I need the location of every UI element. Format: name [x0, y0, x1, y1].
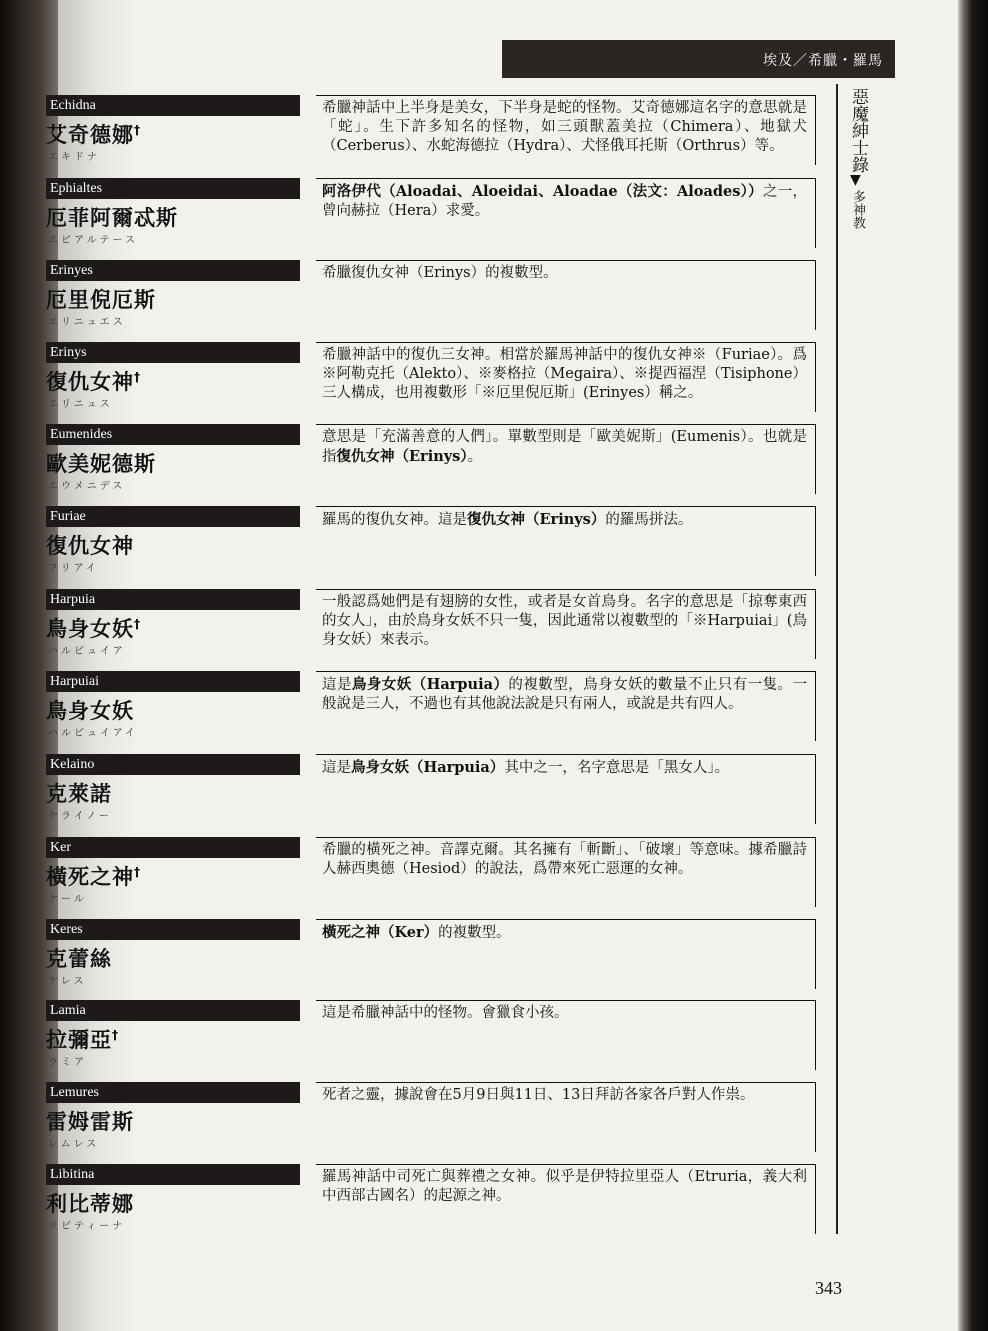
entry-description-lead: 這是 — [322, 760, 351, 776]
entry-description-text: 希臘神話中上半身是美女，下半身是蛇的怪物。艾奇德娜這名字的意思就是「蛇」。生下許多知名的怪物，如三頭獸蓋美拉（Chimera）、地獄犬（Cerberus）、水蛇海德拉（Hydra）、犬怪俄耳托斯（Orthrus）等。 — [322, 100, 807, 154]
entry-chinese-name-text: 雷姆雷斯 — [46, 1110, 134, 1134]
entry-description — [316, 1082, 816, 1152]
entry-chinese-name-text: 艾奇德娜 — [46, 123, 134, 147]
entry-description — [316, 342, 816, 412]
entry-chinese-name — [46, 613, 141, 643]
entry-chinese-name — [46, 943, 112, 973]
entry-chinese-name-text: 利比蒂娜 — [46, 1192, 134, 1216]
page-edge — [958, 0, 988, 1331]
entry-description — [316, 919, 816, 989]
entry-description-text: 。 — [467, 449, 483, 465]
entry-latin-name: Keres — [46, 919, 300, 940]
dagger-mark: † — [134, 617, 141, 631]
entry-description-term: 復仇女神（Erinys） — [467, 511, 606, 528]
side-tab-title: 惡魔紳士錄 — [848, 88, 868, 173]
entry-chinese-name — [46, 284, 156, 314]
entry-katakana: リビティーナ — [48, 1221, 126, 1232]
entry-latin-name: Erinyes — [46, 260, 300, 281]
entry-latin-name: Furiae — [46, 506, 300, 527]
entry-chinese-name — [46, 366, 141, 396]
entry-chinese-name — [46, 202, 178, 232]
entry-description — [316, 260, 816, 330]
entry-description-text: 之一，曾向赫拉（Hera）求愛。 — [322, 184, 808, 219]
entry-katakana: エキドナ — [48, 152, 100, 163]
entry-latin-name: Ephialtes — [46, 178, 300, 199]
entry-katakana: エウメニデス — [48, 481, 126, 492]
entry-description-term: 橫死之神（Ker） — [322, 924, 439, 941]
entry-latin-name: Lamia — [46, 1000, 300, 1021]
entry-katakana: ケレス — [48, 976, 87, 987]
entry-latin-name: Eumenides — [46, 424, 300, 445]
entry-latin-name: Ker — [46, 837, 300, 858]
dagger-mark: † — [112, 1028, 119, 1042]
dagger-mark: † — [134, 123, 141, 137]
entry-chinese-name — [46, 1024, 119, 1054]
entry-chinese-name-text: 橫死之神 — [46, 865, 134, 889]
entry-chinese-name-text: 歐美妮德斯 — [46, 452, 156, 476]
entry-latin-name: Kelaino — [46, 754, 300, 775]
entry-chinese-name — [46, 530, 134, 560]
side-tab — [836, 84, 876, 1234]
entry-chinese-name-text: 復仇女神 — [46, 370, 134, 394]
entry-chinese-name-text: 克蕾絲 — [46, 947, 112, 971]
entry-latin-name: Echidna — [46, 95, 300, 116]
section-header-text: 埃及／希臘・羅馬 — [763, 53, 883, 69]
entry-description — [316, 589, 816, 659]
entry-latin-name: Harpuiai — [46, 671, 300, 692]
entry-katakana: ラミア — [48, 1057, 87, 1068]
entry-katakana: ケライノー — [48, 811, 112, 822]
entry-description — [316, 754, 816, 824]
entry-chinese-name-text: 拉彌亞 — [46, 1028, 112, 1052]
entry-description-term: 復仇女神（Erinys） — [336, 448, 468, 465]
entry-chinese-name-text: 鳥身女妖 — [46, 617, 134, 641]
entry-latin-name: Erinys — [46, 342, 300, 363]
entry-chinese-name — [46, 119, 141, 149]
entry-description-text: 一般認爲她們是有翅膀的女性，或者是女首鳥身。名字的意思是「掠奪東西的女人」，由於鳥身女妖不只一隻，因此通常以複數型的「※Harpuiai」(鳥身女妖）來表示。 — [322, 594, 807, 648]
entry-chinese-name-text: 厄里倪厄斯 — [46, 288, 156, 312]
entry-description-text: 的複數型，鳥身女妖的數量不止只有一隻。一般說是三人，不過也有其他說法說是只有兩人，或說是共有四人。 — [322, 677, 808, 712]
entry-latin-name: Libitina — [46, 1164, 300, 1185]
entry-description-text: 的複數型。 — [438, 925, 511, 941]
entry-description-lead: 這是 — [322, 677, 352, 693]
triangle-down-icon: ▼ — [850, 172, 861, 188]
entry-katakana: エピアルテース — [48, 235, 139, 246]
entry-description-lead: 羅馬的復仇女神。這是 — [322, 512, 467, 528]
entry-description-text: 的羅馬拼法。 — [605, 512, 693, 528]
entry-description-text: 羅馬神話中司死亡與葬禮之女神。似乎是伊特拉里亞人（Etruria，義大利中西部古國名）的起源之神。 — [322, 1169, 807, 1204]
entry-description — [316, 671, 816, 741]
dagger-mark: † — [134, 865, 141, 879]
entry-description-term: 鳥身女妖（Harpuia） — [351, 759, 505, 776]
entry-chinese-name — [46, 1188, 134, 1218]
entry-katakana: レムレス — [48, 1139, 100, 1150]
section-header — [502, 40, 895, 78]
entry-katakana: ハルピュイア — [48, 646, 126, 657]
entry-description-term: 鳥身女妖（Harpuia） — [351, 676, 509, 693]
entry-description-text: 這是希臘神話中的怪物。會獵食小孩。 — [322, 1005, 569, 1021]
entry-chinese-name — [46, 448, 156, 478]
entry-description-text: 死者之靈，據說會在5月9日與11日、13日拜訪各家各戶對人作祟。 — [322, 1087, 755, 1103]
entry-katakana: フリアイ — [48, 563, 99, 574]
entry-description-text: 希臘神話中的復仇三女神。相當於羅馬神話中的復仇女神※（Furiae）。爲※阿勒克托（Alekto）、※麥格拉（Megaira）、※提西福涅（Tisiphone）三人構成，也用複數形「※厄里倪厄斯」(Erinyes）稱之。 — [322, 347, 807, 401]
entry-description — [316, 506, 816, 576]
entry-katakana: ハルピュイアイ — [48, 728, 138, 739]
entry-latin-name: Harpuia — [46, 589, 300, 610]
entry-katakana: エリニュス — [48, 399, 113, 410]
entry-chinese-name-text: 鳥身女妖 — [46, 699, 134, 723]
entry-chinese-name-text: 厄菲阿爾忒斯 — [46, 206, 178, 230]
entry-description-term: 阿洛伊代（Aloadai、Aloeidai、Aloadae（法文：Aloades）） — [322, 183, 763, 200]
entry-description — [316, 1000, 816, 1070]
entry-description-text: 其中之一，名字意思是「黑女人」。 — [504, 760, 730, 776]
entry-description — [316, 95, 816, 165]
entry-latin-name: Lemures — [46, 1082, 300, 1103]
entry-description — [316, 837, 816, 907]
dagger-mark: † — [134, 370, 141, 384]
side-tab-subtitle: 多神教 — [850, 190, 865, 229]
entry-description-text: 希臘復仇女神（Erinys）的複數型。 — [322, 265, 558, 281]
entry-description — [316, 1164, 816, 1234]
entry-katakana: ケール — [48, 894, 87, 905]
entry-description-lead: 意思是「充滿善意的人們」。單數型則是「歐美妮斯」(Eumenis）。也就是指 — [322, 429, 807, 465]
entry-chinese-name — [46, 695, 134, 725]
entry-description — [316, 178, 816, 248]
entry-chinese-name-text: 復仇女神 — [46, 534, 134, 558]
entry-description-text: 希臘的橫死之神。音譯克爾。其名擁有「斬斷」、「破壞」等意味。據希臘詩人赫西奧德（Hesiod）的說法，爲帶來死亡惡運的女神。 — [322, 842, 807, 877]
entry-chinese-name — [46, 778, 112, 808]
entry-chinese-name — [46, 861, 141, 891]
entry-katakana: エリニュエス — [48, 317, 126, 328]
page-number: 343 — [815, 1278, 842, 1298]
entry-chinese-name-text: 克萊諾 — [46, 782, 112, 806]
entry-chinese-name — [46, 1106, 134, 1136]
entry-description — [316, 424, 816, 494]
